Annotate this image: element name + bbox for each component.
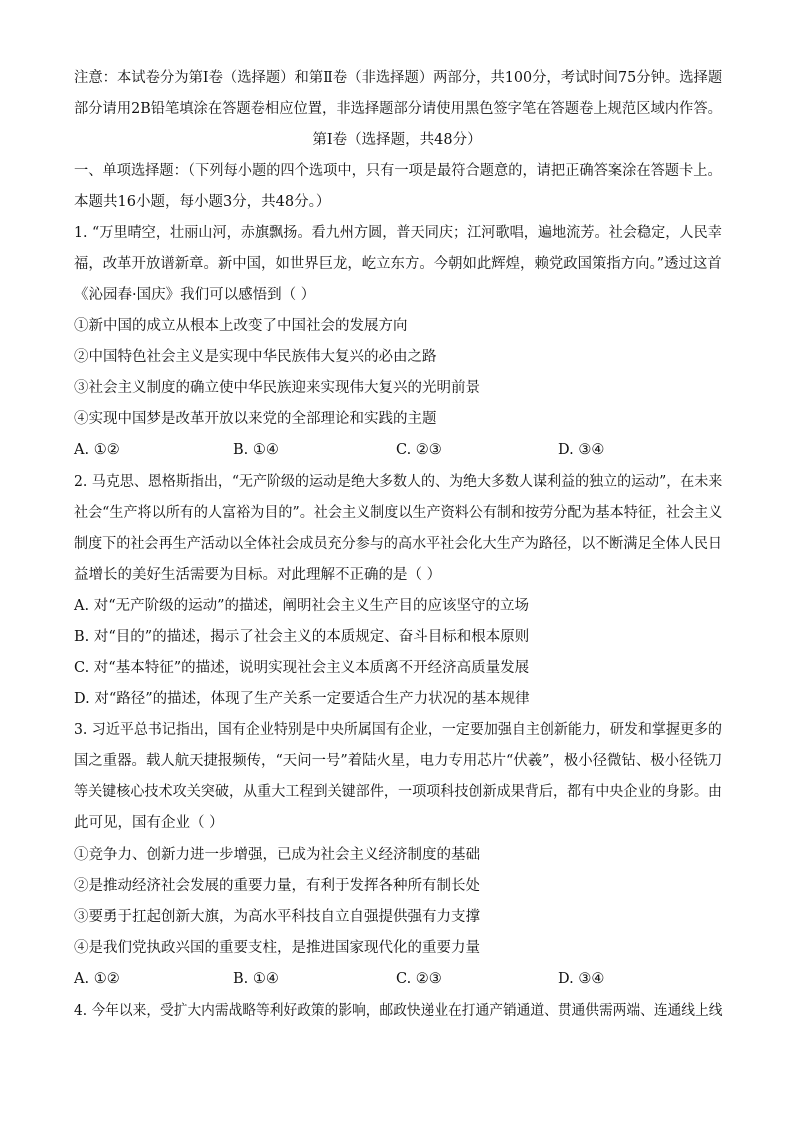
q3-option-b[interactable]: B. ①④ <box>233 971 279 987</box>
q1-statement-3: ③社会主义制度的确立使中华民族迎来实现伟大复兴的光明前景 <box>74 380 480 396</box>
q3-option-c[interactable]: C. ②③ <box>396 971 442 987</box>
q1-statement-4: ④实现中国梦是改革开放以来党的全部理论和实践的主题 <box>74 411 437 427</box>
q3-stem-line-4: 此可见，国有企业（ ） <box>74 815 224 831</box>
q3-stem-line-3: 等关键核心技术攻关突破，从重大工程到关键部件，一项项科技创新成果背后，都有中央企业的身影。由 <box>74 784 722 800</box>
q4-stem-line-1: 4. 今年以来，受扩大内需战略等利好政策的影响，邮政快递业在打通产销通道、贯通供需两端、连通线上线 <box>74 1003 723 1019</box>
q2-option-a[interactable]: A. 对“无产阶级的运动”的描述，阐明社会主义生产目的应该坚守的立场 <box>74 598 530 614</box>
q1-option-b[interactable]: B. ①④ <box>233 442 279 458</box>
part-heading-line-1: 一、单项选择题：（下列每小题的四个选项中，只有一项是最符合题意的，请把正确答案涂在答题卡上。 <box>74 163 722 179</box>
q2-stem-line-1: 2. 马克思、恩格斯指出，“无产阶级的运动是绝大多数人的、为绝大多数人谋利益的独立的运动”，在未来 <box>74 474 723 490</box>
q1-stem-line-2: 福，改革开放谱新章。新中国，如世界巨龙，屹立东方。今朝如此辉煌，赖党政国策指方向。”透过这首 <box>74 256 722 272</box>
q3-stem-line-2: 国之重器。载人航天捷报频传，“天问一号”着陆火星，电力专用芯片“伏羲”，极小径微钻、极小径铣刀 <box>74 753 723 769</box>
q1-stem-line-3: 《沁园春·国庆》我们可以感悟到（ ） <box>74 287 316 303</box>
notice-line-2: 部分请用2B铅笔填涂在答题卷相应位置，非选择题部分请使用黑色签字笔在答题卷上规范区域内作答。 <box>74 101 722 117</box>
q1-statement-1: ①新中国的成立从根本上改变了中国社会的发展方向 <box>74 318 408 334</box>
q2-stem-line-4: 益增长的美好生活需要为目标。对此理解不正确的是（ ） <box>74 567 442 583</box>
section-title: 第Ⅰ卷（选择题，共48分） <box>312 132 482 148</box>
q3-statement-3: ③要勇于扛起创新大旗，为高水平科技自立自强提供强有力支撑 <box>74 909 480 925</box>
q1-option-a[interactable]: A. ①② <box>74 442 120 458</box>
q3-option-d[interactable]: D. ③④ <box>558 971 605 987</box>
q3-stem-line-1: 3. 习近平总书记指出，国有企业特别是中央所属国有企业，一定要加强自主创新能力，研发和掌握更多的 <box>74 722 722 738</box>
q2-option-c[interactable]: C. 对“基本特征”的描述，说明实现社会主义本质离不开经济高质量发展 <box>74 660 530 676</box>
q3-statement-2: ②是推动经济社会发展的重要力量，有利于发挥各种所有制长处 <box>74 878 480 894</box>
part-heading-line-2: 本题共16小题，每小题3分，共48分。） <box>74 194 331 210</box>
q1-stem-line-1: 1. “万里晴空，壮丽山河，赤旗飘扬。看九州方圆，普天同庆；江河歌唱，遍地流芳。社会稳定，人民幸 <box>74 225 722 241</box>
notice-line-1: 注意：本试卷分为第Ⅰ卷（选择题）和第Ⅱ卷（非选择题）两部分，共100分，考试时间75分钟。选择题 <box>74 70 723 86</box>
q2-option-b[interactable]: B. 对“目的”的描述，揭示了社会主义的本质规定、奋斗目标和根本原则 <box>74 629 530 645</box>
q3-option-a[interactable]: A. ①② <box>74 971 120 987</box>
q2-option-d[interactable]: D. 对“路径”的描述，体现了生产关系一定要适合生产力状况的基本规律 <box>74 691 530 707</box>
q2-stem-line-2: 社会“生产将以所有的人富裕为目的”。社会主义制度以生产资料公有制和按劳分配为基本特征，社会主义 <box>74 505 723 521</box>
q1-option-d[interactable]: D. ③④ <box>558 442 605 458</box>
q1-statement-2: ②中国特色社会主义是实现中华民族伟大复兴的必由之路 <box>74 349 437 365</box>
q3-statement-1: ①竞争力、创新力进一步增强，已成为社会主义经济制度的基础 <box>74 847 480 863</box>
q2-stem-line-3: 制度下的社会再生产活动以全体社会成员充分参与的高水平社会化大生产为路径，以不断满足全体人民日 <box>74 536 722 552</box>
q3-statement-4: ④是我们党执政兴国的重要支柱，是推进国家现代化的重要力量 <box>74 940 480 956</box>
q1-option-c[interactable]: C. ②③ <box>396 442 442 458</box>
